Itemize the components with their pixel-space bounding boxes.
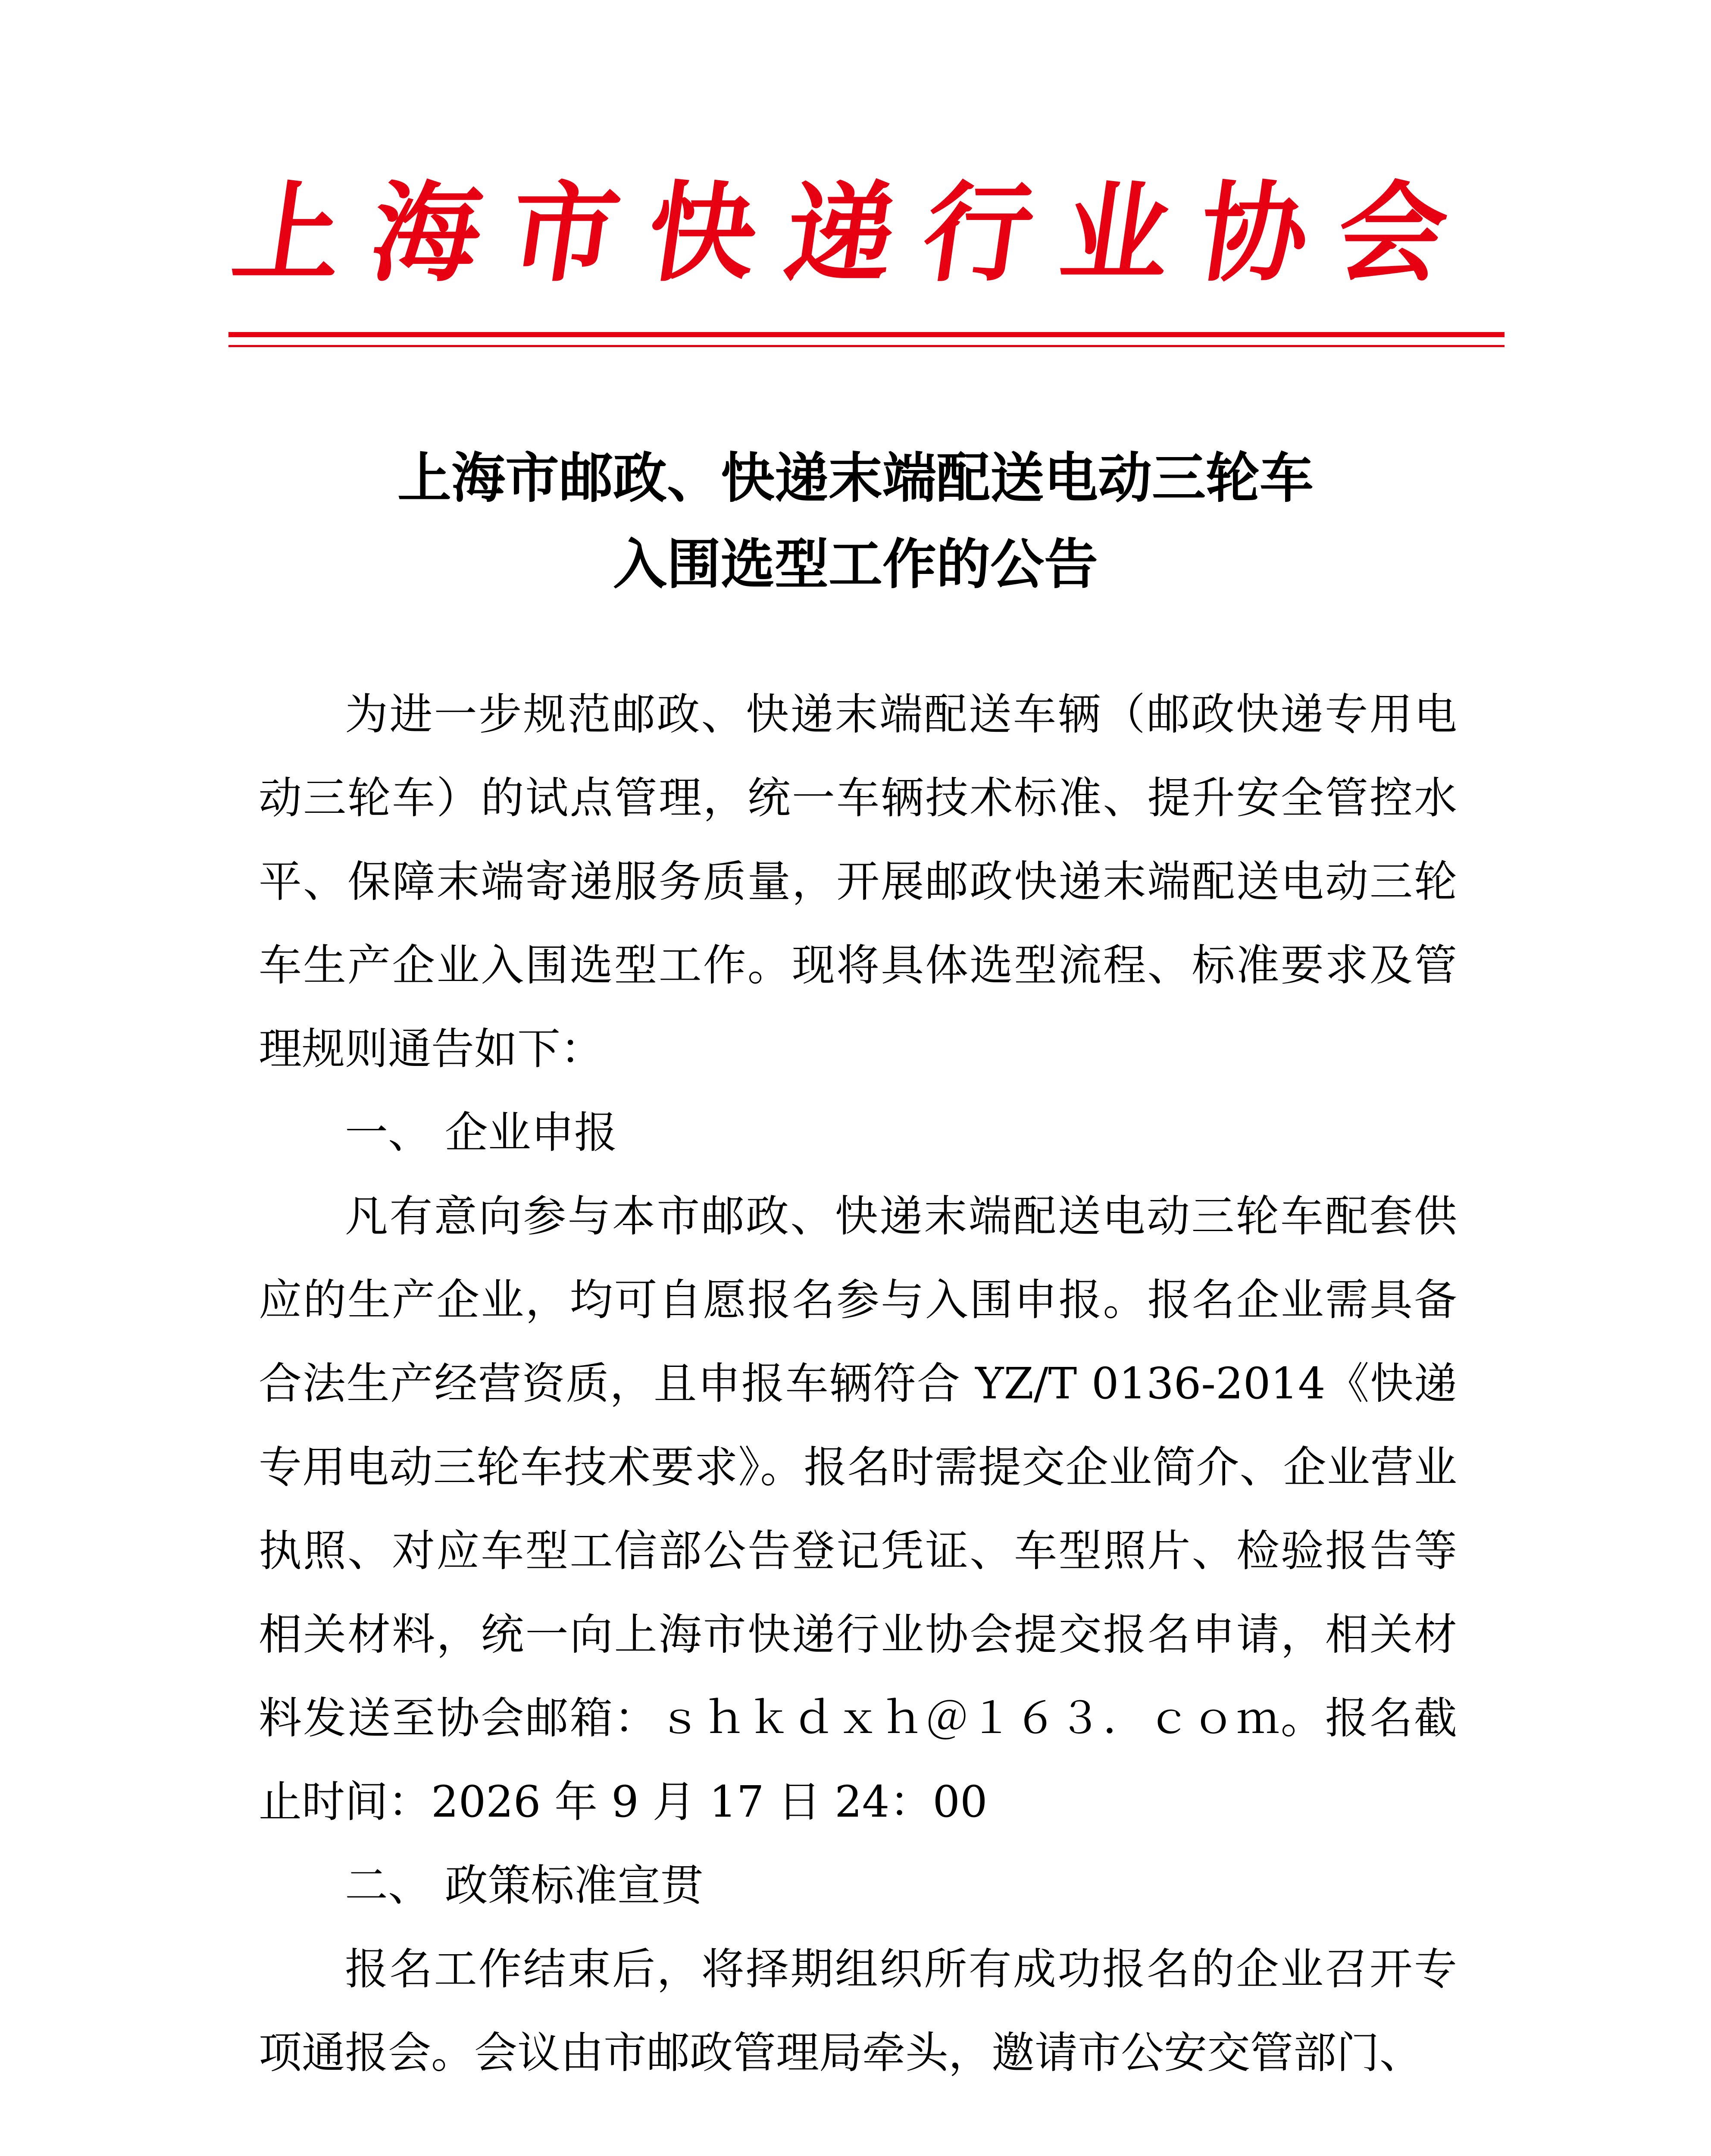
document-title-line-2: 入围选型工作的公告 (613, 533, 1098, 596)
intro-paragraph: 为进一步规范邮政、快递末端配送车辆（邮政快递专用电动三轮车）的试点管理，统一车辆技术标准、提升安全管控水平、保障末端寄递服务质量，开展邮政快递末端配送电动三轮车生产企业入围选型工作。现将具体选型流程、标准要求及管理规则通告如下： (259, 689, 1457, 1074)
document-body (259, 673, 1457, 2095)
section-2-paragraph: 报名工作结束后，将择期组织所有成功报名的企业召开专项通报会。会议由市邮政管理局牵头，邀请市公安交管部门、 (259, 1944, 1457, 2078)
section-1-paragraph: 凡有意向参与本市邮政、快递末端配送电动三轮车配套供应的生产企业，均可自愿报名参与入围申报。报名企业需具备合法生产经营资质，且申报车辆符合 YZ/T 0136-2014《快递专用电动三轮车技术要求》。报名时需提交企业简介、企业营业执照、对应车型工信部公告登记凭证、车型照片、检验报告等相关材料，统一向上海市快递行业协会提交报名申请，相关材料发送至协会邮箱：ｓｈｋｄｘｈ＠１６３．ｃｏｍ。报名截止时间：2026 年 9 月 17 日 24：00 (259, 1191, 1457, 1827)
document-title-line-1: 上海市邮政、快递末端配送电动三轮车 (397, 447, 1314, 510)
letterhead-rule-thin (228, 345, 1505, 347)
letterhead-rule-thick (228, 332, 1505, 337)
section-heading-1: 一、 企业申报 (345, 1107, 617, 1158)
section-heading-2: 二、 政策标准宣贯 (345, 1860, 704, 1911)
letterhead-title: 上海市快递行业协会 (225, 169, 1486, 296)
